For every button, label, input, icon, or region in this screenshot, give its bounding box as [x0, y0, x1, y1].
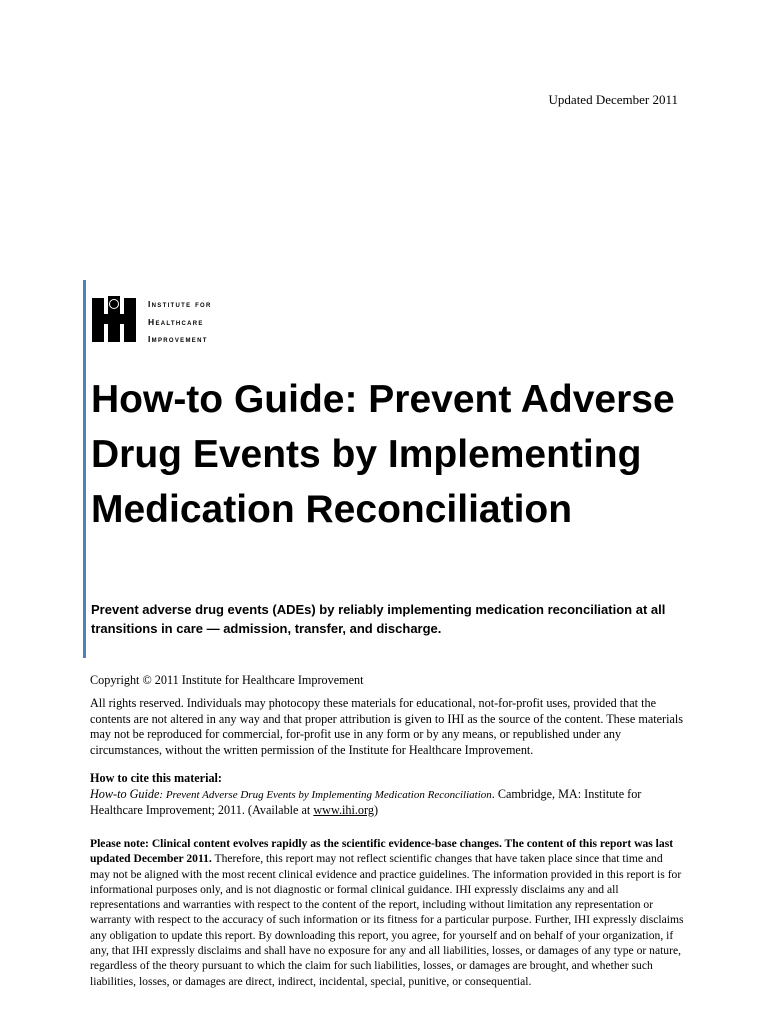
ihi-logo-icon — [92, 296, 136, 342]
disclaimer-note — [90, 836, 684, 989]
logo-line-3: Improvement — [148, 334, 208, 344]
document-subtitle: Prevent adverse drug events (ADEs) by reliably implementing medication reconciliation at all transitions in care — admission, transfer, and discharge. — [91, 602, 666, 636]
citation-close: ) — [373, 803, 379, 817]
citation-block — [90, 771, 684, 819]
citation-link[interactable]: www.ihi.org — [313, 803, 374, 817]
logo-line-1: Institute for — [148, 299, 212, 309]
accent-rule — [83, 280, 86, 658]
ihi-logo — [92, 296, 212, 344]
rights-paragraph: All rights reserved. Individuals may photocopy these materials for educational, not-for-profit uses, provided that the contents are not altered in any way and that proper attribution is given to IHI as the source of the content. These materials may not be reproduced for commercial, for-profit use in any form or by any means, or republished under any circumstances, without the written permission of the Institute for Healthcare Improvement. — [90, 696, 684, 757]
document-title: How-to Guide: Prevent Adverse Drug Events by Implementing Medication Reconciliation — [91, 378, 675, 531]
citation-rest: . Cambridge, MA: Institute for Healthcare Improvement; 2011. (Available at — [90, 786, 642, 817]
copyright-line: Copyright © 2011 Institute for Healthcare Improvement — [90, 673, 364, 687]
updated-date: Updated December 2011 — [548, 92, 678, 107]
ihi-logo-text — [148, 296, 212, 349]
logo-line-2: Healthcare — [148, 316, 204, 327]
disclaimer-bold: Please note: Clinical content evolves rapidly as the scientific evidence-base changes. The content of this report was last updated December 2011. — [90, 837, 674, 866]
citation-guide-title: : Prevent Adverse Drug Events by Implementing Medication Reconciliation — [159, 788, 492, 801]
citation-text — [90, 787, 684, 819]
citation-heading: How to cite this material: — [90, 771, 222, 785]
disclaimer-text: Therefore, this report may not reflect scientific changes that have taken place since that time and may not be aligned with the most recent clinical evidence and practice guidelines. The information provided in this report is for informational purposes only, and is not diagnostic or formal clinical guidance. IHI expressly disclaims any and all representations and warranties with respect to the content of the report, including without limitation any representation or warranty with respect to the accuracy of such information or its fitness for a particular purpose. Further, IHI expressly disclaims any obligation to update this report. By downloading this report, you agree, for yourself and on behalf of your organization, if any, that IHI expressly disclaims and shall have no exposure for any and all liabilities, losses, or damages of any type or nature, regardless of the theory pursuant to which the claim for such liabilities, losses, or damages are brought, and whether such liabilities, losses, or damages are direct, indirect, incidental, special, punitive, or consequential. — [90, 852, 684, 988]
citation-guide-label: How-to Guide — [90, 786, 160, 801]
